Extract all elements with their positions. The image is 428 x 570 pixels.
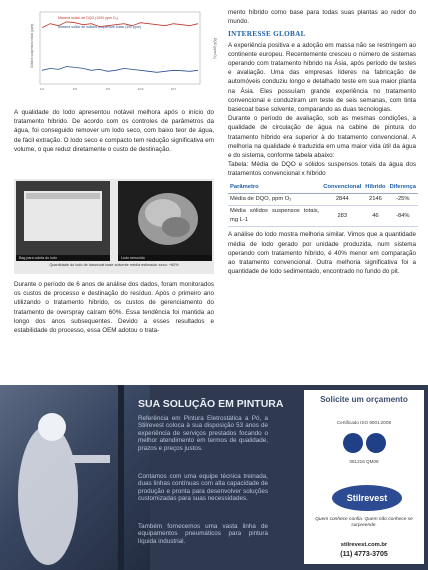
ad-title: SUA SOLUÇÃO EM PINTURA	[138, 398, 284, 410]
slogan: Quem conhece confia. Quem não conhece se surpreende.	[315, 517, 413, 529]
table-cell: 46	[363, 206, 387, 227]
water-quality-chart	[28, 8, 218, 100]
sludge-photo-image	[118, 181, 212, 261]
certification-logos-icon	[342, 430, 388, 456]
table-row	[228, 206, 418, 227]
left-paragraph-2: Durante o período de 6 anos de análise dos dados, foram monitorados os custos de processo e destinação do resíduo. Após o primeiro ano utilizando o tratamento híbrido, os custos de gerenciamento do tratamento de overspray caíram 60%. Essa tendência foi mantida ao longo dos anos subsequentes. Devido a esses resultados e estabilidade do processo, essa OEM adotou o trata-	[14, 281, 214, 335]
table-row	[228, 193, 418, 205]
table-cell: -84%	[388, 206, 418, 227]
website-link[interactable]: stilrevest.com.br	[340, 542, 388, 548]
removed-sludge-photo	[118, 181, 212, 261]
photo2-caption: Lodo removido	[118, 255, 212, 261]
iso-cert-label: Certificado ISO 9001:2008	[336, 420, 392, 425]
table-header: Diferença	[388, 182, 418, 194]
table-header: Parâmetro	[228, 182, 321, 194]
table-caption: Tabela: Média de DQO e sólidos suspensos totais da água dos tratamentos convencional x híbrido	[228, 161, 416, 178]
right-paragraph-3: A análise do lodo mostra melhoria similar. Vimos que a quantidade média de lodo gerado por unidade produzida, num sistema operando com tratamento híbrido, é 40% menor em comparação ao tratamento convencional. Outra melhoria significativa foi a quantidade de lodo sedimentado, encontrado no fundo do pit.	[228, 231, 416, 276]
table-cell: Média sólidos suspensos totais, mg L-1	[228, 206, 321, 227]
table-header-row	[228, 182, 418, 194]
table-header: Híbrido	[363, 182, 387, 194]
advertisement	[0, 385, 428, 570]
phone-number: (11) 4773-3705	[340, 551, 388, 558]
right-paragraph-0: mento híbrido como base para todas suas plantas ao redor do mundo.	[228, 9, 416, 26]
x-tick-label: 1/5	[72, 87, 77, 91]
right-paragraph-1: A experiência positiva e a adoção em massa não se restringem ao continente europeu. Recentemente cresceu o número de sistemas operando com tratamento híbrido na Ásia, após período de testes e avaliação. Uma das empresas líderes na fabricação de automóveis conduziu longo e detalhado teste em sua maior planta na Ásia. Eles possuíam grande experiência no tratamento convencional e conduziram um teste de seis semanas, com tinta basecoat base solvente, comparando as duas tecnologias.	[228, 41, 416, 114]
table-cell: 283	[321, 206, 363, 227]
table-cell: -25%	[388, 193, 418, 205]
chart-ylabel-left: Sólidos suspensos totais (ppm)	[30, 23, 34, 68]
sludge-photos	[14, 179, 214, 274]
cert-code: 081216 QM08	[349, 459, 379, 464]
ad-paragraph-2: Contamos com uma equipe técnica treinada, duas linhas contínuas com alta capacidade de produção e pronta para desenvolver soluções customizadas para suas necessidades.	[138, 473, 268, 503]
legend-dqo: Máxima sólido de DQO (1000 ppm O₂)	[58, 16, 119, 20]
right-column	[228, 8, 416, 276]
section-title: INTERESSE GLOBAL	[228, 30, 306, 39]
legend-sst: Máxima sólido de sólidos suspensos totais (300 ppm)	[58, 25, 142, 29]
ad-contact-panel	[304, 390, 424, 564]
x-tick-label: 1/1	[39, 87, 45, 91]
left-paragraph-1: A qualidade do lodo apresentou notável melhora após o início do tratamento híbrido. De acordo com os controles de parâmetros da água, foi conseguido remover um lodo seco, com baixo teor de água, de fácil extração. O lodo seco e compacto tem redução significativa em volume, o que reduz diretamente o custo de destinação.	[14, 109, 214, 153]
stilrevest-logo: Stilrevest	[332, 485, 402, 511]
table-cell: 2844	[321, 193, 363, 205]
sludge-bag-photo	[16, 181, 110, 261]
table-cell: Média de DQO, ppm O₂	[228, 193, 321, 205]
table-header: Convencional	[321, 182, 363, 194]
painter-image	[0, 385, 150, 570]
bag-photo-image	[16, 181, 110, 261]
chart-ylabel-right: DQO (ppm O₂)	[213, 38, 217, 60]
x-tick-label: 1/9	[105, 87, 110, 91]
x-tick-label: 1/17	[170, 87, 177, 91]
ad-paragraph-3: Também fornecemos uma vasta linha de equipamentos pneumáticos para pintura líquida industrial.	[138, 523, 268, 545]
left-column-bottom	[14, 280, 214, 335]
photos-caption: Quantidade do lodo de basecoat base solvente média estimada: seco: +60%	[49, 263, 179, 267]
right-paragraph-2: Durante o período de avaliação, sob as mesmas condições, a qualidade de circulação de água na cabine de pintura do tratamento híbrido era superior à do tratamento convencional. A melhoria na qualidade é traduzida em uma maior vida útil da água e do sistema, conforme tabela abaixo:	[228, 115, 416, 160]
photo1-caption: Bag para coleta do lodo	[16, 255, 110, 261]
ad-paragraph-1: Referência em Pintura Eletrostática a Pó, a Stilrevest coloca à sua disposição 53 anos de experiência de serviços prestados focando o melhor atendimento em termos de qualidade, prazos e preços justos.	[138, 415, 268, 452]
painter-photo	[0, 385, 150, 570]
comparison-table	[228, 182, 418, 228]
quote-cta[interactable]: Solicite um orçamento	[320, 395, 408, 404]
left-column	[14, 108, 214, 154]
x-tick-label: 1/13	[137, 87, 144, 91]
table-cell: 2146	[363, 193, 387, 205]
chart-svg	[28, 8, 218, 100]
